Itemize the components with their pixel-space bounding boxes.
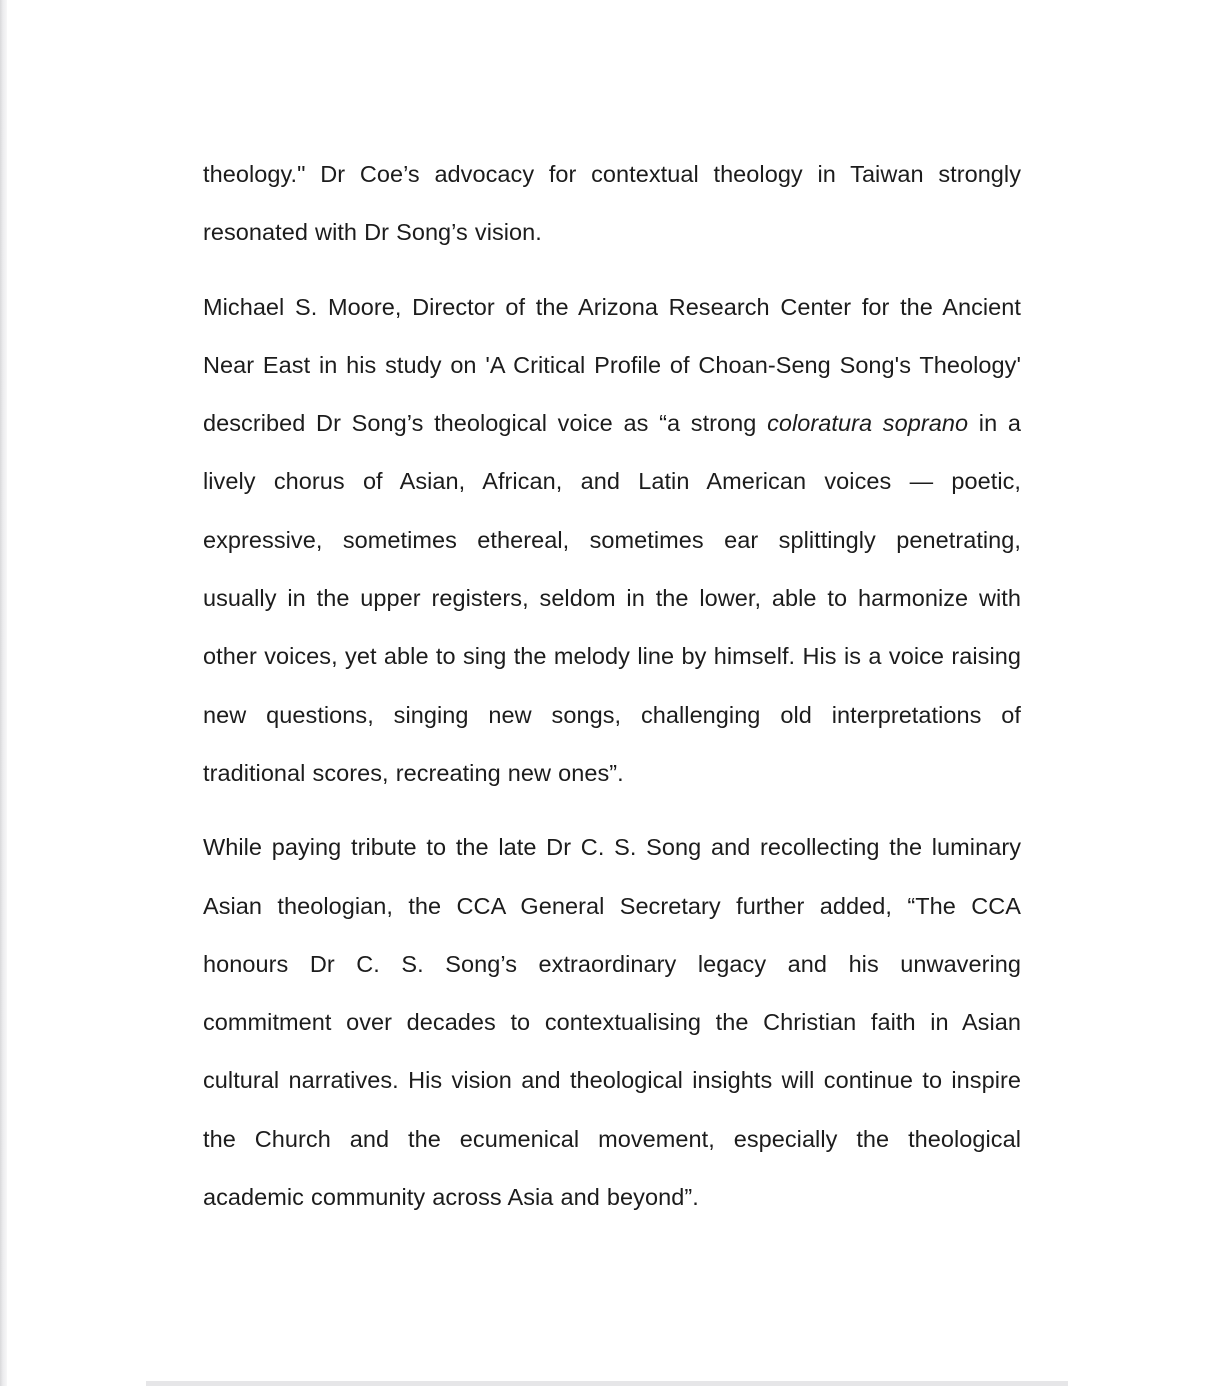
paragraph-moore-italic-term: coloratura soprano [767,410,969,437]
paragraph-moore-profile [203,278,1021,803]
paragraph-cca-tribute: While paying tribute to the late Dr C. S. Song and recollecting the luminary Asian theologian, the CCA General Secretary further added, “The CCA honours Dr C. S. Song’s extraordinary legacy and his unwavering commitment over decades to contextualising the Christian faith in Asian cultural narratives. His vision and theological insights will continue to inspire the Church and the ecumenical movement, especially the theological academic community across Asia and beyond”. [203,834,1021,1211]
paragraph-coe-advocacy: theology." Dr Coe’s advocacy for contextual theology in Taiwan strongly resonated with Dr Song’s vision. [203,161,1021,246]
document-page [7,0,1207,1386]
viewer-left-edge [0,0,7,1386]
paragraph-moore-text-end: in a lively chorus of Asian, African, and Latin American voices — poetic, expressive, sometimes ethereal, sometimes ear splittingly penetrating, usually in the upper registers, seldom in the lower, able to harmonize with other voices, yet able to sing the melody line by himself. His is a voice raising new questions, singing new songs, challenging old interpretations of traditional scores, recreating new ones”. [203,410,1022,786]
paragraph-moore-text-start: Michael S. Moore, Director of the Arizona Research Center for the Ancient Near East in his study on 'A Critical Profile of Choan-Seng Song's Theology' described Dr Song’s theological voice as “a strong [203,293,1021,437]
page-bottom-divider [146,1381,1068,1386]
document-body [203,145,1021,1242]
